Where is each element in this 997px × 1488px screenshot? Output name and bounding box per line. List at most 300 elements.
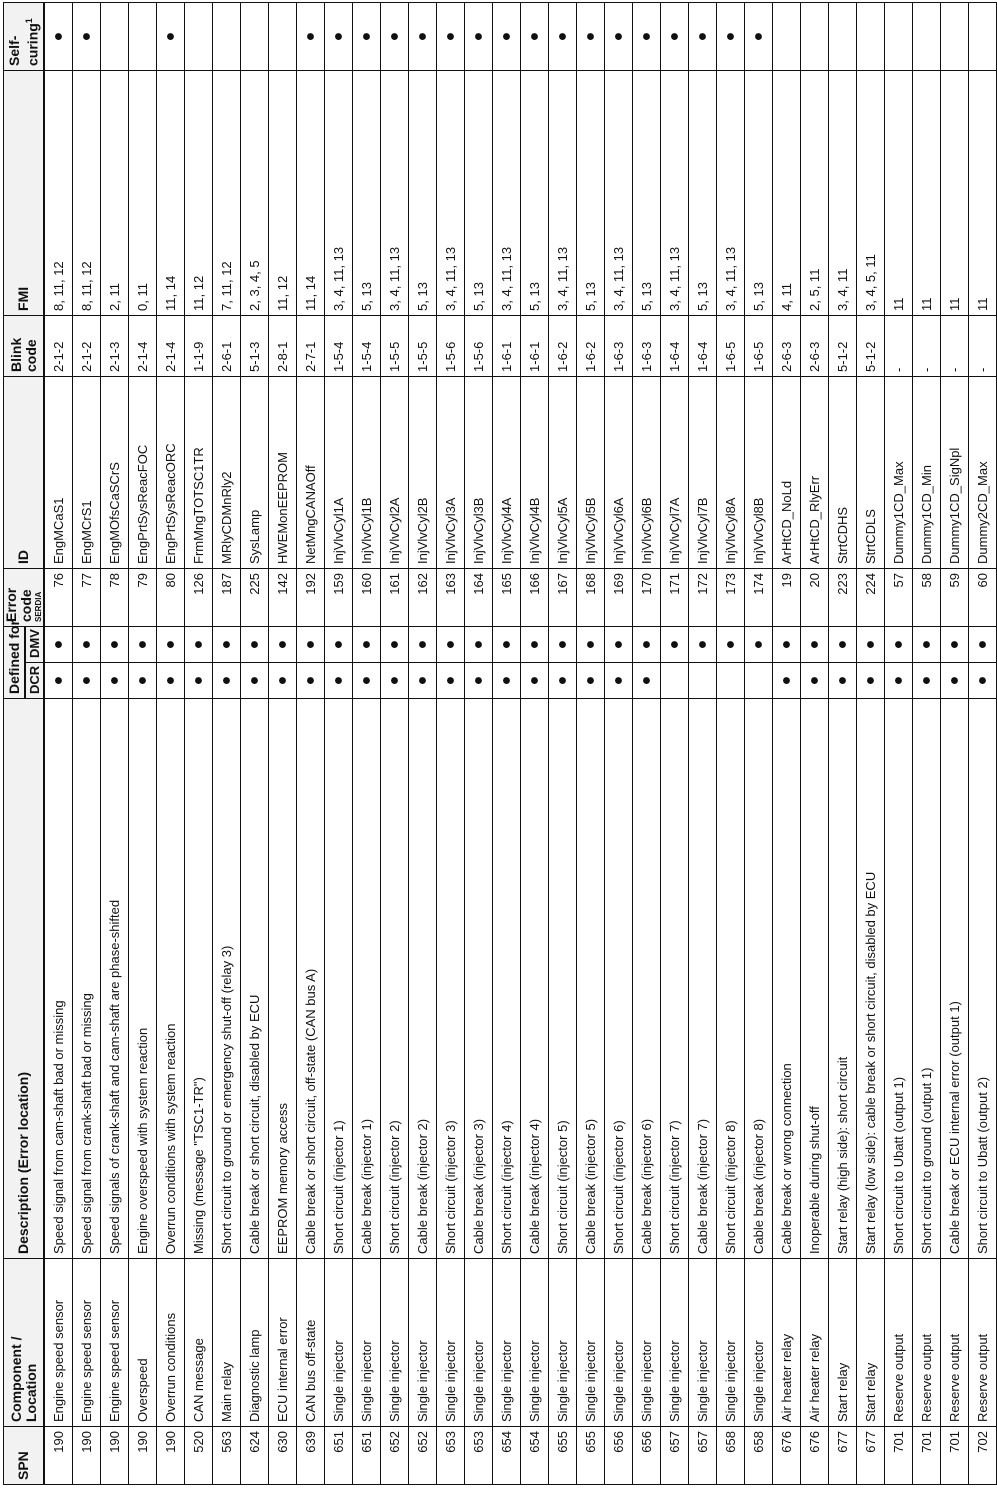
id-cell: InjVlvCyl6A: [605, 376, 633, 568]
self-curing-dot: [773, 2, 801, 70]
dcr-dot: [745, 663, 773, 699]
dcr-dot: ●: [381, 663, 409, 699]
dcr-dot: ●: [549, 663, 577, 699]
table-row: [185, 2, 213, 1484]
id-cell: InjVlvCyl1A: [325, 376, 353, 568]
spn-cell: 656: [633, 1427, 661, 1485]
description-cell: Cable break (injector 5): [577, 699, 605, 1259]
dmv-dot: ●: [44, 626, 73, 662]
blink-code-cell: 1-5-6: [437, 315, 465, 376]
dmv-dot: ●: [829, 626, 857, 662]
component-cell: Single injector: [409, 1259, 437, 1427]
header-fmi: FMI: [4, 70, 45, 315]
table-row: [969, 2, 997, 1484]
table-row: [325, 2, 353, 1484]
id-cell: InjVlvCyl8B: [745, 376, 773, 568]
self-curing-dot: [885, 2, 913, 70]
error-code-cell: 167: [549, 568, 577, 626]
component-cell: Single injector: [381, 1259, 409, 1427]
dcr-dot: ●: [353, 663, 381, 699]
description-cell: Short circuit to Ubatt (output 1): [885, 699, 913, 1259]
component-cell: Single injector: [661, 1259, 689, 1427]
id-cell: Dummy1CD_SigNpl: [941, 376, 969, 568]
self-curing-dot: ●: [409, 2, 437, 70]
dcr-dot: ●: [185, 663, 213, 699]
spn-cell: 677: [857, 1427, 885, 1485]
dcr-dot: [689, 663, 717, 699]
header-self-curing-line2: curing: [24, 23, 41, 66]
component-cell: Engine speed sensor: [73, 1259, 101, 1427]
description-cell: Cable break or ECU internal error (output 1): [941, 699, 969, 1259]
header-component: [4, 1259, 45, 1427]
fmi-cell: 4, 11: [773, 70, 801, 315]
dcr-dot: ●: [409, 663, 437, 699]
component-cell: Reserve output: [885, 1259, 913, 1427]
id-cell: HWEMonEEPROM: [269, 376, 297, 568]
table-row: [213, 2, 241, 1484]
self-curing-dot: ●: [745, 2, 773, 70]
description-cell: Engine overspeed with system reaction: [129, 699, 157, 1259]
blink-code-cell: 2-1-2: [44, 315, 73, 376]
description-cell: Cable break (injector 7): [689, 699, 717, 1259]
dcr-dot: ●: [465, 663, 493, 699]
blink-code-cell: 2-1-3: [101, 315, 129, 376]
dmv-dot: ●: [885, 626, 913, 662]
fmi-cell: 8, 11, 12: [73, 70, 101, 315]
dmv-dot: ●: [185, 626, 213, 662]
fmi-cell: 5, 13: [633, 70, 661, 315]
id-cell: MRlyCDMnRly2: [213, 376, 241, 568]
description-cell: Short circuit (injector 3): [437, 699, 465, 1259]
error-code-cell: 78: [101, 568, 129, 626]
dmv-dot: ●: [297, 626, 325, 662]
table-row: [409, 2, 437, 1484]
blink-code-cell: 5-1-2: [829, 315, 857, 376]
dcr-dot: ●: [773, 663, 801, 699]
component-cell: Single injector: [633, 1259, 661, 1427]
spn-cell: 677: [829, 1427, 857, 1485]
blink-code-cell: -: [969, 315, 997, 376]
header-dmv: DMV: [25, 626, 44, 662]
blink-code-cell: 1-6-2: [577, 315, 605, 376]
description-cell: Short circuit to ground or emergency shut-off (relay 3): [213, 699, 241, 1259]
component-cell: Engine speed sensor: [44, 1259, 73, 1427]
dmv-dot: ●: [745, 626, 773, 662]
spn-cell: 676: [801, 1427, 829, 1485]
table-row: [353, 2, 381, 1484]
component-cell: Single injector: [521, 1259, 549, 1427]
fmi-cell: 7, 11, 12: [213, 70, 241, 315]
spn-cell: 676: [773, 1427, 801, 1485]
error-code-cell: 162: [409, 568, 437, 626]
id-cell: EngPrtSysReacORC: [157, 376, 185, 568]
error-code-cell: 60: [969, 568, 997, 626]
id-cell: NetMngCANAOff: [297, 376, 325, 568]
description-cell: Short circuit (injector 2): [381, 699, 409, 1259]
table-row: [465, 2, 493, 1484]
id-cell: ArHtCD_NoLd: [773, 376, 801, 568]
blink-code-cell: 2-1-4: [129, 315, 157, 376]
id-cell: InjVlvCyl1B: [353, 376, 381, 568]
id-cell: InjVlvCyl2B: [409, 376, 437, 568]
spn-cell: 658: [717, 1427, 745, 1485]
component-cell: Single injector: [493, 1259, 521, 1427]
dcr-dot: ●: [73, 663, 101, 699]
spn-cell: 654: [521, 1427, 549, 1485]
self-curing-dot: ●: [549, 2, 577, 70]
table-row: [297, 2, 325, 1484]
table-row: [101, 2, 129, 1484]
table-row: [437, 2, 465, 1484]
component-cell: CAN message: [185, 1259, 213, 1427]
footnote-marker: 1: [23, 18, 34, 24]
fmi-cell: 11: [913, 70, 941, 315]
spn-cell: 701: [885, 1427, 913, 1485]
self-curing-dot: [857, 2, 885, 70]
table-row: [521, 2, 549, 1484]
dcr-dot: ●: [297, 663, 325, 699]
dmv-dot: ●: [689, 626, 717, 662]
dmv-dot: ●: [409, 626, 437, 662]
description-cell: Short circuit (injector 1): [325, 699, 353, 1259]
dmv-dot: ●: [913, 626, 941, 662]
self-curing-dot: ●: [661, 2, 689, 70]
error-code-cell: 172: [689, 568, 717, 626]
dmv-dot: ●: [633, 626, 661, 662]
self-curing-dot: [213, 2, 241, 70]
blink-code-cell: 1-6-5: [745, 315, 773, 376]
header-description: Description (Error location): [4, 699, 45, 1259]
blink-code-cell: 1-6-4: [689, 315, 717, 376]
header-blink-code: [4, 315, 45, 376]
description-cell: Cable break (injector 8): [745, 699, 773, 1259]
id-cell: Dummy1CD_Min: [913, 376, 941, 568]
header-blink-line2: code: [22, 339, 39, 372]
id-cell: InjVlvCyl3B: [465, 376, 493, 568]
spn-cell: 657: [661, 1427, 689, 1485]
self-curing-dot: [913, 2, 941, 70]
description-cell: Cable break or short circuit, off-state (CAN bus A): [297, 699, 325, 1259]
dcr-dot: ●: [157, 663, 185, 699]
dcr-dot: ●: [577, 663, 605, 699]
self-curing-dot: ●: [633, 2, 661, 70]
fmi-cell: 11, 12: [185, 70, 213, 315]
dmv-dot: ●: [465, 626, 493, 662]
dmv-dot: ●: [801, 626, 829, 662]
table-row: [661, 2, 689, 1484]
error-code-cell: 192: [297, 568, 325, 626]
blink-code-cell: 1-5-4: [325, 315, 353, 376]
spn-cell: 639: [297, 1427, 325, 1485]
id-cell: StrtCDLS: [857, 376, 885, 568]
id-cell: InjVlvCyl7A: [661, 376, 689, 568]
dmv-dot: ●: [717, 626, 745, 662]
dmv-dot: ●: [577, 626, 605, 662]
component-cell: Single injector: [745, 1259, 773, 1427]
dmv-dot: ●: [941, 626, 969, 662]
spn-cell: 652: [409, 1427, 437, 1485]
self-curing-dot: [941, 2, 969, 70]
dcr-dot: ●: [129, 663, 157, 699]
id-cell: InjVlvCyl6B: [633, 376, 661, 568]
error-code-cell: 223: [829, 568, 857, 626]
table-row: [717, 2, 745, 1484]
spn-cell: 652: [381, 1427, 409, 1485]
blink-code-cell: 1-6-1: [521, 315, 549, 376]
table-row: [745, 2, 773, 1484]
fmi-cell: 5, 13: [353, 70, 381, 315]
description-cell: Start relay (high side): short circuit: [829, 699, 857, 1259]
self-curing-dot: ●: [717, 2, 745, 70]
blink-code-cell: 2-1-4: [157, 315, 185, 376]
component-cell: Single injector: [353, 1259, 381, 1427]
id-cell: ArHtCD_RlyErr: [801, 376, 829, 568]
fmi-cell: 5, 13: [577, 70, 605, 315]
self-curing-dot: [129, 2, 157, 70]
error-code-cell: 165: [493, 568, 521, 626]
spn-cell: 630: [269, 1427, 297, 1485]
spn-cell: 520: [185, 1427, 213, 1485]
blink-code-cell: -: [885, 315, 913, 376]
table-row: [633, 2, 661, 1484]
id-cell: Dummy2CD_Max: [969, 376, 997, 568]
spn-cell: 655: [549, 1427, 577, 1485]
error-code-cell: 168: [577, 568, 605, 626]
id-cell: StrtCDHS: [829, 376, 857, 568]
table-row: [241, 2, 269, 1484]
error-code-cell: 161: [381, 568, 409, 626]
spn-cell: 654: [493, 1427, 521, 1485]
component-cell: Engine speed sensor: [101, 1259, 129, 1427]
dmv-dot: ●: [129, 626, 157, 662]
blink-code-cell: 1-6-1: [493, 315, 521, 376]
id-cell: Dummy1CD_Max: [885, 376, 913, 568]
dmv-dot: ●: [969, 626, 997, 662]
table-row: [773, 2, 801, 1484]
component-cell: Overspeed: [129, 1259, 157, 1427]
header-error-code-sub: SERDIA: [34, 591, 43, 622]
dcr-dot: ●: [269, 663, 297, 699]
component-cell: Single injector: [465, 1259, 493, 1427]
dmv-dot: ●: [241, 626, 269, 662]
table-row: [549, 2, 577, 1484]
spn-cell: 190: [73, 1427, 101, 1485]
table-row: [605, 2, 633, 1484]
component-cell: Reserve output: [941, 1259, 969, 1427]
error-code-cell: 160: [353, 568, 381, 626]
self-curing-dot: ●: [353, 2, 381, 70]
header-error-code-line1: Error: [3, 587, 19, 622]
fmi-cell: 3, 4, 11, 13: [717, 70, 745, 315]
header-dcr: DCR: [25, 663, 44, 699]
dcr-dot: ●: [829, 663, 857, 699]
error-code-cell: 163: [437, 568, 465, 626]
fmi-cell: 3, 4, 11, 13: [437, 70, 465, 315]
self-curing-dot: ●: [73, 2, 101, 70]
dcr-dot: ●: [101, 663, 129, 699]
blink-code-cell: 2-7-1: [297, 315, 325, 376]
error-code-cell: 79: [129, 568, 157, 626]
component-cell: Start relay: [857, 1259, 885, 1427]
dmv-dot: ●: [101, 626, 129, 662]
self-curing-dot: [101, 2, 129, 70]
dmv-dot: ●: [661, 626, 689, 662]
error-code-cell: 159: [325, 568, 353, 626]
error-code-cell: 187: [213, 568, 241, 626]
description-cell: Inoperable during shut-off: [801, 699, 829, 1259]
description-cell: Cable break (injector 4): [521, 699, 549, 1259]
error-code-cell: 126: [185, 568, 213, 626]
self-curing-dot: [969, 2, 997, 70]
dcr-dot: ●: [493, 663, 521, 699]
spn-cell: 190: [129, 1427, 157, 1485]
dmv-dot: ●: [857, 626, 885, 662]
fmi-cell: 2, 3, 4, 5: [241, 70, 269, 315]
description-cell: Short circuit (injector 6): [605, 699, 633, 1259]
fmi-cell: 5, 13: [745, 70, 773, 315]
self-curing-dot: ●: [44, 2, 73, 70]
self-curing-dot: ●: [465, 2, 493, 70]
blink-code-cell: 2-1-2: [73, 315, 101, 376]
blink-code-cell: 1-6-2: [549, 315, 577, 376]
error-code-cell: 174: [745, 568, 773, 626]
header-self-curing: [4, 2, 45, 70]
header-self-curing-line2-wrap: [22, 7, 41, 66]
dmv-dot: ●: [325, 626, 353, 662]
header-component-line1: Component /: [7, 1336, 24, 1422]
table-row: [493, 2, 521, 1484]
error-code-cell: 77: [73, 568, 101, 626]
spn-cell: 651: [353, 1427, 381, 1485]
component-cell: CAN bus off-state: [297, 1259, 325, 1427]
fmi-cell: 3, 4, 5, 11: [857, 70, 885, 315]
dmv-dot: ●: [773, 626, 801, 662]
id-cell: EngMOfsCaSCrS: [101, 376, 129, 568]
self-curing-dot: [269, 2, 297, 70]
fmi-cell: 0, 11: [129, 70, 157, 315]
description-cell: Short circuit (injector 8): [717, 699, 745, 1259]
fmi-cell: 3, 4, 11, 13: [325, 70, 353, 315]
description-cell: Short circuit (injector 7): [661, 699, 689, 1259]
error-code-cell: 170: [633, 568, 661, 626]
component-cell: Start relay: [829, 1259, 857, 1427]
self-curing-dot: ●: [437, 2, 465, 70]
description-cell: Cable break or short circuit, disabled by ECU: [241, 699, 269, 1259]
fmi-cell: 11, 14: [157, 70, 185, 315]
dmv-dot: ●: [605, 626, 633, 662]
self-curing-dot: ●: [157, 2, 185, 70]
error-code-cell: 19: [773, 568, 801, 626]
header-spn: SPN: [4, 1427, 45, 1485]
spn-cell: 657: [689, 1427, 717, 1485]
table-row: [73, 2, 101, 1484]
fmi-cell: 5, 13: [409, 70, 437, 315]
table-body: [44, 2, 997, 1484]
fmi-cell: 11: [969, 70, 997, 315]
description-cell: Short circuit (injector 5): [549, 699, 577, 1259]
component-cell: Reserve output: [913, 1259, 941, 1427]
error-code-cell: 171: [661, 568, 689, 626]
dmv-dot: ●: [549, 626, 577, 662]
description-cell: Missing (message "TSC1-TR"): [185, 699, 213, 1259]
description-cell: Speed signal from cam-shaft bad or missing: [44, 699, 73, 1259]
id-cell: EngMCaS1: [44, 376, 73, 568]
fmi-cell: 11, 14: [297, 70, 325, 315]
fmi-cell: 5, 13: [465, 70, 493, 315]
fmi-cell: 11: [885, 70, 913, 315]
id-cell: SysLamp: [241, 376, 269, 568]
description-cell: Cable break (injector 1): [353, 699, 381, 1259]
spn-cell: 701: [913, 1427, 941, 1485]
self-curing-dot: ●: [605, 2, 633, 70]
spn-cell: 653: [437, 1427, 465, 1485]
description-cell: Short circuit to ground (output 1): [913, 699, 941, 1259]
error-code-cell: 59: [941, 568, 969, 626]
id-cell: InjVlvCyl7B: [689, 376, 717, 568]
spn-cell: 656: [605, 1427, 633, 1485]
error-code-cell: 166: [521, 568, 549, 626]
fmi-cell: 3, 4, 11: [829, 70, 857, 315]
dcr-dot: ●: [801, 663, 829, 699]
dcr-dot: ●: [885, 663, 913, 699]
spn-cell: 658: [745, 1427, 773, 1485]
spn-cell: 190: [157, 1427, 185, 1485]
blink-code-cell: 2-6-3: [801, 315, 829, 376]
table-row: [157, 2, 185, 1484]
header-defined-for: Defined for: [4, 626, 26, 698]
error-code-cell: 76: [44, 568, 73, 626]
id-cell: InjVlvCyl5A: [549, 376, 577, 568]
description-cell: Speed signals of crank-shaft and cam-shaft are phase-shifted: [101, 699, 129, 1259]
blink-code-cell: 2-6-3: [773, 315, 801, 376]
spn-cell: 655: [577, 1427, 605, 1485]
id-cell: EngMCrS1: [73, 376, 101, 568]
dmv-dot: ●: [157, 626, 185, 662]
dcr-dot: ●: [437, 663, 465, 699]
dcr-dot: ●: [521, 663, 549, 699]
blink-code-cell: 1-5-5: [409, 315, 437, 376]
spn-cell: 624: [241, 1427, 269, 1485]
blink-code-cell: 1-5-4: [353, 315, 381, 376]
self-curing-dot: ●: [381, 2, 409, 70]
blink-code-cell: 2-8-1: [269, 315, 297, 376]
fmi-cell: 3, 4, 11, 13: [661, 70, 689, 315]
table-row: [44, 2, 73, 1484]
component-cell: Single injector: [549, 1259, 577, 1427]
description-cell: Cable break or wrong connection: [773, 699, 801, 1259]
header-id: ID: [4, 376, 45, 568]
component-cell: Reserve output: [969, 1259, 997, 1427]
component-cell: Single injector: [689, 1259, 717, 1427]
blink-code-cell: 5-1-2: [857, 315, 885, 376]
self-curing-dot: ●: [521, 2, 549, 70]
blink-code-cell: 2-6-1: [213, 315, 241, 376]
spn-cell: 190: [44, 1427, 73, 1485]
error-code-cell: 224: [857, 568, 885, 626]
component-cell: Diagnostic lamp: [241, 1259, 269, 1427]
dmv-dot: ●: [381, 626, 409, 662]
self-curing-dot: ●: [297, 2, 325, 70]
fmi-cell: 11, 12: [269, 70, 297, 315]
description-cell: Cable break (injector 3): [465, 699, 493, 1259]
fmi-cell: 8, 11, 12: [44, 70, 73, 315]
description-cell: Overrun conditions with system reaction: [157, 699, 185, 1259]
fmi-cell: 2, 11: [101, 70, 129, 315]
spn-cell: 563: [213, 1427, 241, 1485]
blink-code-cell: 1-6-5: [717, 315, 745, 376]
fmi-cell: 3, 4, 11, 13: [381, 70, 409, 315]
description-cell: Short circuit (injector 4): [493, 699, 521, 1259]
